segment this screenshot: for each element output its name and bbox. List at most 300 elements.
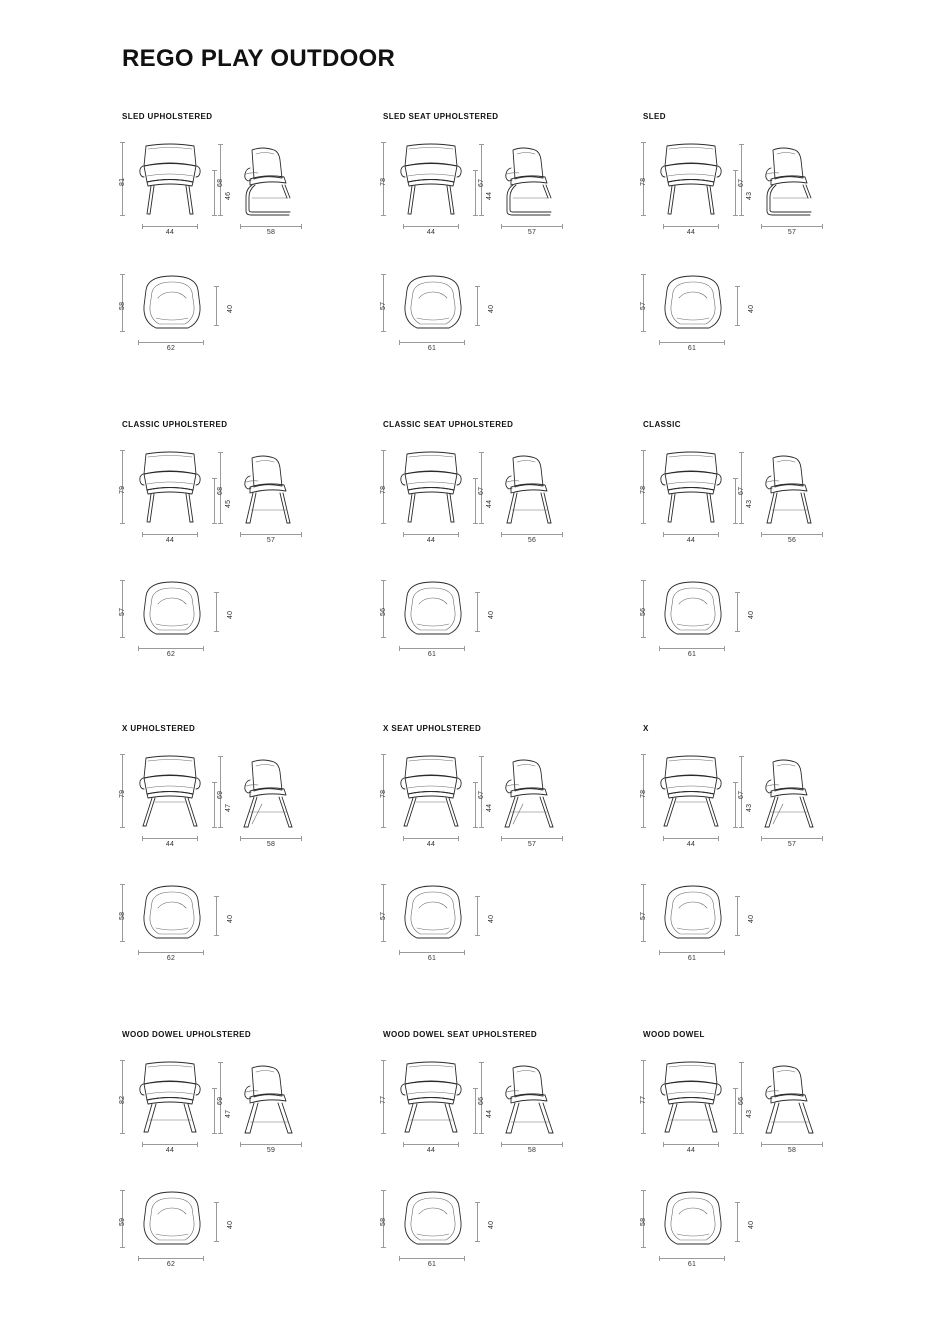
sled-front-width-value: 44 (686, 229, 696, 236)
classic-seat-upholstered-top-width-tick-left (399, 646, 400, 651)
classic-top-depth-tick-top (641, 580, 646, 581)
classic-upholstered-front-seat-height-tick-top (212, 478, 217, 479)
wood-dowel-front-height-tick-bottom (641, 1133, 646, 1134)
sled-seat-upholstered-side-width-value: 57 (527, 229, 537, 236)
classic-front-width-line (663, 534, 719, 535)
sled-upholstered-side-view (232, 142, 310, 220)
wood-dowel-seat-upholstered-top-depth-tick-bottom (381, 1247, 386, 1248)
sled-seat-upholstered-side-width-tick-left (501, 224, 502, 229)
classic-seat-upholstered-top-inner-value: 40 (488, 610, 495, 619)
classic-upholstered-top-depth-value: 57 (119, 607, 126, 616)
sled-seat-upholstered-side-view (493, 142, 571, 220)
classic-top-inner-line (737, 592, 738, 632)
x-top-depth-tick-top (641, 884, 646, 885)
wood-dowel-top-inner-tick-top (735, 1202, 740, 1203)
classic-upholstered-top-width-value: 62 (166, 651, 176, 658)
x-seat-upholstered-front-height-tick-top (381, 754, 386, 755)
sled-top-depth-tick-top (641, 274, 646, 275)
wood-dowel-seat-upholstered-front-height-tick-bottom (381, 1133, 386, 1134)
wood-dowel-seat-upholstered-side-width-tick-right (562, 1142, 563, 1147)
sled-upholstered-front-height-tick-bottom (120, 215, 125, 216)
classic-seat-upholstered-top-inner-line (477, 592, 478, 632)
sled-side-view (753, 142, 831, 220)
classic-side-width-line (761, 534, 823, 535)
x-seat-upholstered-front-height-tick-bottom (381, 827, 386, 828)
wood-dowel-front-seat-height-tick-top (733, 1088, 738, 1089)
wood-dowel-top-depth-value: 58 (640, 1217, 647, 1226)
x-top-inner-line (737, 896, 738, 936)
x-upholstered-front-width-line (142, 838, 198, 839)
x-seat-upholstered-side-width-tick-right (562, 836, 563, 841)
classic-seat-upholstered-front-height-tick-bottom (381, 523, 386, 524)
x-upholstered-top-width-line (138, 952, 204, 953)
sled-front-view (655, 140, 727, 218)
classic-upholstered-top-width-tick-right (203, 646, 204, 651)
sled-top-width-tick-right (724, 340, 725, 345)
sled-upholstered-front-width-line (142, 226, 198, 227)
wood-dowel-upholstered-side-height-tick-top (218, 1062, 223, 1063)
x-seat-upholstered-top-depth-tick-top (381, 884, 386, 885)
classic-seat-upholstered-front-width-value: 44 (426, 537, 436, 544)
wood-dowel-upholstered-side-height-value: 69 (217, 1096, 224, 1105)
sled-seat-upholstered-front-height-value: 78 (380, 177, 387, 186)
wood-dowel-front-width-tick-left (663, 1142, 664, 1147)
x-front-width-tick-right (718, 836, 719, 841)
sled-seat-upholstered-top-inner-tick-top (475, 286, 480, 287)
wood-dowel-side-height-tick-top (739, 1062, 744, 1063)
classic-seat-upholstered-front-seat-height-line (475, 478, 476, 524)
x-upholstered-top-width-tick-right (203, 950, 204, 955)
x-top-inner-tick-top (735, 896, 740, 897)
sled-seat-upholstered-front-height-tick-bottom (381, 215, 386, 216)
classic-front-height-tick-bottom (641, 523, 646, 524)
x-seat-upholstered-front-height-value: 78 (380, 789, 387, 798)
classic-upholstered-side-height-tick-bottom (218, 523, 223, 524)
wood-dowel-front-width-tick-right (718, 1142, 719, 1147)
wood-dowel-side-width-value: 58 (787, 1147, 797, 1154)
section-label-classic-upholstered: CLASSIC UPHOLSTERED (122, 420, 228, 429)
x-upholstered-top-inner-tick-top (214, 896, 219, 897)
x-front-width-line (663, 838, 719, 839)
sled-upholstered-top-inner-line (216, 286, 217, 326)
wood-dowel-top-view (655, 1188, 731, 1250)
classic-seat-upholstered-front-height-value: 78 (380, 485, 387, 494)
classic-seat-upholstered-front-width-line (403, 534, 459, 535)
wood-dowel-seat-upholstered-front-seat-height-tick-top (473, 1088, 478, 1089)
x-upholstered-top-width-tick-left (138, 950, 139, 955)
x-seat-upholstered-side-width-line (501, 838, 563, 839)
classic-seat-upholstered-front-seat-height-tick-bottom (473, 523, 478, 524)
wood-dowel-upholstered-front-width-tick-left (142, 1142, 143, 1147)
classic-front-view (655, 448, 727, 526)
classic-seat-upholstered-front-width-tick-left (403, 532, 404, 537)
classic-upholstered-side-view (232, 450, 310, 528)
x-upholstered-top-width-value: 62 (166, 955, 176, 962)
wood-dowel-side-height-tick-bottom (739, 1133, 744, 1134)
x-seat-upholstered-top-inner-tick-bottom (475, 935, 480, 936)
wood-dowel-upholstered-top-inner-tick-bottom (214, 1241, 219, 1242)
classic-seat-upholstered-top-view (395, 578, 471, 640)
classic-top-depth-tick-bottom (641, 637, 646, 638)
x-upholstered-top-view (134, 882, 210, 944)
sled-seat-upholstered-front-width-tick-right (458, 224, 459, 229)
wood-dowel-seat-upholstered-side-height-tick-top (479, 1062, 484, 1063)
classic-top-width-value: 61 (687, 651, 697, 658)
section-label-wood-dowel: WOOD DOWEL (643, 1030, 705, 1039)
classic-top-inner-value: 40 (748, 610, 755, 619)
x-upholstered-top-depth-tick-top (120, 884, 125, 885)
sled-seat-upholstered-top-inner-tick-bottom (475, 325, 480, 326)
sled-upholstered-side-height-value: 68 (217, 178, 224, 187)
sled-seat-upholstered-front-seat-height-line (475, 170, 476, 216)
wood-dowel-upholstered-top-width-tick-left (138, 1256, 139, 1261)
x-upholstered-side-width-value: 58 (266, 841, 276, 848)
x-seat-upholstered-front-width-line (403, 838, 459, 839)
classic-seat-upholstered-front-width-tick-right (458, 532, 459, 537)
sled-seat-upholstered-top-depth-tick-top (381, 274, 386, 275)
sled-upholstered-top-width-line (138, 342, 204, 343)
sled-front-width-tick-left (663, 224, 664, 229)
sled-upholstered-front-width-value: 44 (165, 229, 175, 236)
classic-upholstered-side-width-value: 57 (266, 537, 276, 544)
sled-top-width-line (659, 342, 725, 343)
x-seat-upholstered-front-width-tick-left (403, 836, 404, 841)
sled-upholstered-front-seat-height-tick-bottom (212, 215, 217, 216)
classic-seat-upholstered-side-height-value: 67 (478, 486, 485, 495)
sled-side-height-tick-bottom (739, 215, 744, 216)
classic-seat-upholstered-front-seat-height-tick-top (473, 478, 478, 479)
classic-seat-upholstered-front-seat-height-value: 44 (486, 499, 493, 508)
classic-upholstered-front-width-tick-left (142, 532, 143, 537)
section-label-sled-upholstered: SLED UPHOLSTERED (122, 112, 213, 121)
classic-upholstered-top-inner-tick-top (214, 592, 219, 593)
classic-upholstered-front-width-tick-right (197, 532, 198, 537)
x-top-depth-tick-bottom (641, 941, 646, 942)
section-label-wood-dowel-seat-upholstered: WOOD DOWEL SEAT UPHOLSTERED (383, 1030, 538, 1039)
sled-top-inner-value: 40 (748, 304, 755, 313)
wood-dowel-upholstered-side-width-line (240, 1144, 302, 1145)
x-top-width-tick-left (659, 950, 660, 955)
classic-seat-upholstered-top-inner-tick-bottom (475, 631, 480, 632)
sled-front-height-value: 78 (640, 177, 647, 186)
sled-side-height-value: 67 (738, 178, 745, 187)
wood-dowel-side-width-line (761, 1144, 823, 1145)
wood-dowel-upholstered-front-height-tick-bottom (120, 1133, 125, 1134)
x-upholstered-front-seat-height-tick-top (212, 782, 217, 783)
section-label-sled: SLED (643, 112, 666, 121)
wood-dowel-front-height-tick-top (641, 1060, 646, 1061)
classic-seat-upholstered-front-height-tick-top (381, 450, 386, 451)
wood-dowel-side-width-tick-right (822, 1142, 823, 1147)
sled-front-seat-height-tick-top (733, 170, 738, 171)
sled-seat-upholstered-top-inner-value: 40 (488, 304, 495, 313)
wood-dowel-seat-upholstered-top-inner-value: 40 (488, 1220, 495, 1229)
x-top-depth-value: 57 (640, 911, 647, 920)
wood-dowel-seat-upholstered-front-width-value: 44 (426, 1147, 436, 1154)
sled-seat-upholstered-front-view (395, 140, 467, 218)
classic-upholstered-front-seat-height-line (214, 478, 215, 524)
sled-top-width-value: 61 (687, 345, 697, 352)
sled-side-width-tick-left (761, 224, 762, 229)
wood-dowel-seat-upholstered-side-width-line (501, 1144, 563, 1145)
sled-side-width-tick-right (822, 224, 823, 229)
x-seat-upholstered-front-seat-height-tick-top (473, 782, 478, 783)
x-seat-upholstered-front-seat-height-value: 44 (486, 803, 493, 812)
wood-dowel-seat-upholstered-side-height-value: 66 (478, 1096, 485, 1105)
classic-upholstered-front-height-tick-top (120, 450, 125, 451)
x-upholstered-side-height-tick-bottom (218, 827, 223, 828)
classic-upholstered-side-width-tick-left (240, 532, 241, 537)
wood-dowel-upholstered-side-width-tick-left (240, 1142, 241, 1147)
wood-dowel-front-seat-height-value: 43 (746, 1109, 753, 1118)
sled-seat-upholstered-front-width-tick-left (403, 224, 404, 229)
sled-front-width-line (663, 226, 719, 227)
classic-upholstered-front-height-tick-bottom (120, 523, 125, 524)
classic-seat-upholstered-top-width-tick-right (464, 646, 465, 651)
classic-top-depth-value: 56 (640, 607, 647, 616)
sled-seat-upholstered-front-seat-height-value: 44 (486, 191, 493, 200)
classic-seat-upholstered-side-width-value: 56 (527, 537, 537, 544)
x-upholstered-front-height-value: 79 (119, 789, 126, 798)
page-title: REGO PLAY OUTDOOR (122, 45, 396, 72)
sled-seat-upholstered-side-height-tick-bottom (479, 215, 484, 216)
wood-dowel-upholstered-side-width-tick-right (301, 1142, 302, 1147)
classic-upholstered-top-inner-value: 40 (227, 610, 234, 619)
x-front-seat-height-line (735, 782, 736, 828)
classic-upholstered-side-height-tick-top (218, 452, 223, 453)
sled-top-view (655, 272, 731, 334)
x-upholstered-top-inner-value: 40 (227, 914, 234, 923)
sled-seat-upholstered-side-width-line (501, 226, 563, 227)
wood-dowel-upholstered-top-view (134, 1188, 210, 1250)
x-top-view (655, 882, 731, 944)
classic-seat-upholstered-side-height-tick-top (479, 452, 484, 453)
wood-dowel-side-height-value: 66 (738, 1096, 745, 1105)
classic-side-view (753, 450, 831, 528)
classic-front-width-tick-right (718, 532, 719, 537)
sled-front-seat-height-tick-bottom (733, 215, 738, 216)
classic-upholstered-top-view (134, 578, 210, 640)
wood-dowel-top-width-tick-right (724, 1256, 725, 1261)
sled-seat-upholstered-front-seat-height-tick-top (473, 170, 478, 171)
x-front-seat-height-tick-top (733, 782, 738, 783)
x-top-width-value: 61 (687, 955, 697, 962)
x-side-width-value: 57 (787, 841, 797, 848)
x-seat-upholstered-side-height-tick-bottom (479, 827, 484, 828)
classic-front-height-value: 78 (640, 485, 647, 494)
sled-seat-upholstered-top-width-tick-left (399, 340, 400, 345)
classic-upholstered-side-width-line (240, 534, 302, 535)
classic-seat-upholstered-top-depth-tick-bottom (381, 637, 386, 638)
x-seat-upholstered-side-width-tick-left (501, 836, 502, 841)
x-upholstered-front-width-value: 44 (165, 841, 175, 848)
section-label-classic-seat-upholstered: CLASSIC SEAT UPHOLSTERED (383, 420, 514, 429)
wood-dowel-seat-upholstered-front-seat-height-tick-bottom (473, 1133, 478, 1134)
wood-dowel-seat-upholstered-top-width-tick-right (464, 1256, 465, 1261)
classic-top-width-tick-right (724, 646, 725, 651)
x-seat-upholstered-top-width-tick-left (399, 950, 400, 955)
classic-seat-upholstered-top-width-line (399, 648, 465, 649)
x-upholstered-top-depth-value: 58 (119, 911, 126, 920)
classic-front-seat-height-tick-bottom (733, 523, 738, 524)
x-seat-upholstered-top-width-value: 61 (427, 955, 437, 962)
x-seat-upholstered-front-width-tick-right (458, 836, 459, 841)
wood-dowel-front-seat-height-tick-bottom (733, 1133, 738, 1134)
sled-seat-upholstered-front-width-line (403, 226, 459, 227)
sled-upholstered-front-seat-height-value: 46 (225, 191, 232, 200)
x-front-seat-height-tick-bottom (733, 827, 738, 828)
wood-dowel-front-width-line (663, 1144, 719, 1145)
sled-upholstered-side-width-tick-left (240, 224, 241, 229)
x-seat-upholstered-front-seat-height-line (475, 782, 476, 828)
sled-front-height-tick-top (641, 142, 646, 143)
wood-dowel-upholstered-top-width-tick-right (203, 1256, 204, 1261)
sled-seat-upholstered-top-inner-line (477, 286, 478, 326)
x-seat-upholstered-side-view (493, 754, 571, 832)
x-seat-upholstered-top-width-line (399, 952, 465, 953)
sled-upholstered-front-seat-height-tick-top (212, 170, 217, 171)
wood-dowel-seat-upholstered-top-width-tick-left (399, 1256, 400, 1261)
wood-dowel-seat-upholstered-top-width-value: 61 (427, 1261, 437, 1268)
wood-dowel-upholstered-side-width-value: 59 (266, 1147, 276, 1154)
classic-seat-upholstered-top-depth-value: 56 (380, 607, 387, 616)
sled-upholstered-top-width-tick-left (138, 340, 139, 345)
classic-top-inner-tick-top (735, 592, 740, 593)
wood-dowel-seat-upholstered-front-height-value: 77 (380, 1095, 387, 1104)
x-upholstered-top-depth-tick-bottom (120, 941, 125, 942)
classic-upholstered-front-seat-height-value: 45 (225, 499, 232, 508)
x-seat-upholstered-front-view (395, 752, 467, 830)
sled-upholstered-front-seat-height-line (214, 170, 215, 216)
sled-top-inner-tick-top (735, 286, 740, 287)
sled-upholstered-top-view (134, 272, 210, 334)
wood-dowel-front-height-value: 77 (640, 1095, 647, 1104)
x-seat-upholstered-top-inner-value: 40 (488, 914, 495, 923)
classic-side-width-tick-right (822, 532, 823, 537)
x-seat-upholstered-top-view (395, 882, 471, 944)
x-upholstered-side-width-tick-left (240, 836, 241, 841)
wood-dowel-seat-upholstered-top-view (395, 1188, 471, 1250)
x-seat-upholstered-side-height-tick-top (479, 756, 484, 757)
wood-dowel-seat-upholstered-side-height-tick-bottom (479, 1133, 484, 1134)
classic-upholstered-top-depth-tick-bottom (120, 637, 125, 638)
wood-dowel-top-width-value: 61 (687, 1261, 697, 1268)
classic-upholstered-top-depth-tick-top (120, 580, 125, 581)
classic-seat-upholstered-side-height-tick-bottom (479, 523, 484, 524)
wood-dowel-top-inner-value: 40 (748, 1220, 755, 1229)
sled-seat-upholstered-top-depth-tick-bottom (381, 331, 386, 332)
sled-upholstered-top-width-tick-right (203, 340, 204, 345)
x-side-width-tick-right (822, 836, 823, 841)
wood-dowel-seat-upholstered-front-height-tick-top (381, 1060, 386, 1061)
x-front-height-value: 78 (640, 789, 647, 798)
sled-seat-upholstered-side-width-tick-right (562, 224, 563, 229)
classic-seat-upholstered-top-width-value: 61 (427, 651, 437, 658)
wood-dowel-side-view (753, 1060, 831, 1138)
x-side-width-tick-left (761, 836, 762, 841)
sled-upholstered-top-depth-value: 58 (119, 301, 126, 310)
sled-seat-upholstered-front-seat-height-tick-bottom (473, 215, 478, 216)
wood-dowel-top-inner-line (737, 1202, 738, 1242)
classic-upholstered-front-width-line (142, 534, 198, 535)
wood-dowel-upholstered-top-depth-tick-bottom (120, 1247, 125, 1248)
x-front-width-value: 44 (686, 841, 696, 848)
x-upholstered-top-inner-tick-bottom (214, 935, 219, 936)
x-upholstered-side-width-line (240, 838, 302, 839)
wood-dowel-seat-upholstered-top-inner-tick-bottom (475, 1241, 480, 1242)
sled-seat-upholstered-top-view (395, 272, 471, 334)
x-front-height-tick-top (641, 754, 646, 755)
x-top-inner-tick-bottom (735, 935, 740, 936)
classic-top-width-tick-left (659, 646, 660, 651)
wood-dowel-upholstered-top-depth-value: 59 (119, 1217, 126, 1226)
x-upholstered-front-width-tick-right (197, 836, 198, 841)
x-front-view (655, 752, 727, 830)
wood-dowel-upholstered-side-height-tick-bottom (218, 1133, 223, 1134)
sled-upholstered-side-width-tick-right (301, 224, 302, 229)
section-label-x-upholstered: X UPHOLSTERED (122, 724, 196, 733)
wood-dowel-upholstered-front-height-value: 82 (119, 1095, 126, 1104)
wood-dowel-seat-upholstered-front-seat-height-line (475, 1088, 476, 1134)
wood-dowel-upholstered-top-depth-tick-top (120, 1190, 125, 1191)
classic-front-height-tick-top (641, 450, 646, 451)
sled-seat-upholstered-top-width-value: 61 (427, 345, 437, 352)
x-seat-upholstered-top-inner-tick-top (475, 896, 480, 897)
classic-front-seat-height-line (735, 478, 736, 524)
x-seat-upholstered-top-width-tick-right (464, 950, 465, 955)
x-front-width-tick-left (663, 836, 664, 841)
classic-seat-upholstered-top-depth-tick-top (381, 580, 386, 581)
sled-upholstered-front-height-value: 81 (119, 177, 126, 186)
sled-upholstered-top-inner-tick-bottom (214, 325, 219, 326)
sled-side-width-line (761, 226, 823, 227)
wood-dowel-upholstered-front-width-value: 44 (165, 1147, 175, 1154)
x-seat-upholstered-side-width-value: 57 (527, 841, 537, 848)
classic-front-seat-height-value: 43 (746, 499, 753, 508)
sled-seat-upholstered-top-width-line (399, 342, 465, 343)
section-label-sled-seat-upholstered: SLED SEAT UPHOLSTERED (383, 112, 499, 121)
wood-dowel-seat-upholstered-top-inner-tick-top (475, 1202, 480, 1203)
sled-side-width-value: 57 (787, 229, 797, 236)
wood-dowel-seat-upholstered-top-inner-line (477, 1202, 478, 1242)
wood-dowel-upholstered-front-width-tick-right (197, 1142, 198, 1147)
classic-seat-upholstered-front-view (395, 448, 467, 526)
classic-front-width-tick-left (663, 532, 664, 537)
classic-front-width-value: 44 (686, 537, 696, 544)
classic-upholstered-top-inner-tick-bottom (214, 631, 219, 632)
x-upholstered-top-inner-line (216, 896, 217, 936)
section-label-wood-dowel-upholstered: WOOD DOWEL UPHOLSTERED (122, 1030, 252, 1039)
classic-top-width-line (659, 648, 725, 649)
sled-upholstered-top-inner-value: 40 (227, 304, 234, 313)
wood-dowel-seat-upholstered-front-width-tick-right (458, 1142, 459, 1147)
sled-upholstered-side-width-line (240, 226, 302, 227)
x-seat-upholstered-top-depth-tick-bottom (381, 941, 386, 942)
wood-dowel-seat-upholstered-top-depth-value: 58 (380, 1217, 387, 1226)
x-seat-upholstered-side-height-value: 67 (478, 790, 485, 799)
classic-top-view (655, 578, 731, 640)
sled-upholstered-top-inner-tick-top (214, 286, 219, 287)
classic-upholstered-front-height-value: 79 (119, 485, 126, 494)
sled-seat-upholstered-side-height-value: 67 (478, 178, 485, 187)
sled-upholstered-front-height-tick-top (120, 142, 125, 143)
sled-seat-upholstered-top-depth-value: 57 (380, 301, 387, 310)
x-upholstered-front-seat-height-line (214, 782, 215, 828)
x-side-view (753, 754, 831, 832)
x-top-width-tick-right (724, 950, 725, 955)
wood-dowel-upholstered-top-inner-line (216, 1202, 217, 1242)
classic-upholstered-top-width-tick-left (138, 646, 139, 651)
